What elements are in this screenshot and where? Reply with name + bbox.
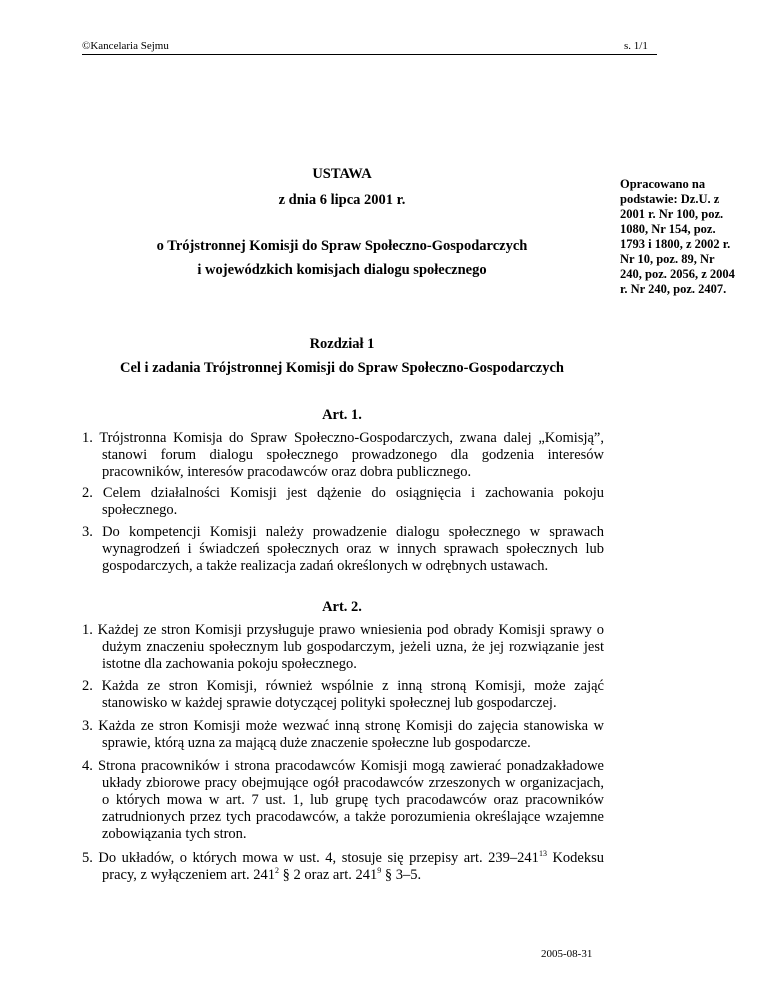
- act-type: USTAWA: [312, 166, 372, 182]
- header-publisher: ©Kancelaria Sejmu: [82, 40, 169, 52]
- p5-superscript-1: 13: [538, 849, 547, 859]
- act-subject-line-1: o Trójstronnej Komisji do Spraw Społeczno-Gospodarczych: [156, 238, 528, 254]
- article-2-paragraph-2: 2. Każda ze stron Komisji, również wspólnie z inną stroną Komisji, może zająć stanowisko w każdej sprawie dotyczącej polityki społecznej lub gospodarczej.: [82, 678, 604, 711]
- article-1-paragraph-3: 3. Do kompetencji Komisji należy prowadzenie dialogu społecznego w sprawach wynagrodzeń i świadczeń społecznych oraz w innych sprawach społecznych lub gospodarczych, a także realizacja zadań określonych w odrębnych ustawach.: [82, 524, 604, 574]
- article-1-paragraph-1: 1. Trójstronna Komisja do Spraw Społeczno-Gospodarczych, zwana dalej „Komisją”, stanowi forum dialogu społecznego prowadzonego dla godzenia interesów pracowników, interesów pracodawców oraz dobra publicznego.: [82, 430, 604, 480]
- article-2-paragraph-5: [82, 850, 604, 884]
- p5-text-d: § 3–5.: [381, 867, 422, 883]
- article-2-paragraph-3: 3. Każda ze stron Komisji może wezwać inną stronę Komisji do zajęcia stanowiska w sprawie, którą uzna za mającą duże znaczenie społeczne lub gospodarcze.: [82, 718, 604, 751]
- source-sidenote: Opracowano na podstawie: Dz.U. z 2001 r. Nr 100, poz. 1080, Nr 154, poz. 1793 i 1800, z 2002 r. Nr 10, poz. 89, Nr 240, poz. 2056, z 2004 r. Nr 240, poz. 2407.: [620, 177, 735, 296]
- p5-text-a: 5. Do układów, o których mowa w ust. 4, stosuje się przepisy art. 239–241: [82, 850, 539, 866]
- article-2-paragraph-1: 1. Każdej ze stron Komisji przysługuje prawo wniesienia pod obrady Komisji sprawy o dużym znaczeniu społecznym lub gospodarczym, jeżeli uzna, że jej rozwiązanie jest istotne dla zachowania pokoju społecznego.: [82, 622, 604, 672]
- header-page-number: s. 1/1: [624, 40, 648, 52]
- p5-superscript-2: 2: [274, 866, 279, 876]
- article-2-heading: Art. 2.: [322, 599, 362, 615]
- header-rule: [82, 54, 657, 55]
- chapter-title: Cel i zadania Trójstronnej Komisji do Spraw Społeczno-Gospodarczych: [119, 360, 564, 376]
- article-2-paragraph-4: 4. Strona pracowników i strona pracodawców Komisji mogą zawierać ponadzakładowe układy zbiorowe pracy obejmujące ogół pracodawców zrzeszonych w organizacjach, o których mowa w art. 7 ust. 1, lub grupę tych pracodawców oraz pracowników zatrudnionych przez tych pracodawców, a także porozumienia określające wzajemne zobowiązania tych stron.: [82, 758, 604, 842]
- article-1-heading: Art. 1.: [322, 407, 362, 423]
- p5-text-b: Kodeksu pracy, z wyłączeniem art. 241: [102, 850, 604, 883]
- act-date: z dnia 6 lipca 2001 r.: [278, 192, 406, 208]
- p5-superscript-3: 9: [377, 866, 382, 876]
- chapter-number: Rozdział 1: [309, 336, 375, 352]
- footer-date: 2005-08-31: [541, 948, 593, 960]
- p5-text-c: § 2 oraz art. 241: [278, 867, 378, 883]
- article-1-paragraph-2: 2. Celem działalności Komisji jest dążenie do osiągnięcia i zachowania pokoju społecznego.: [82, 485, 604, 518]
- act-subject-line-2: i wojewódzkich komisjach dialogu społecznego: [197, 262, 487, 278]
